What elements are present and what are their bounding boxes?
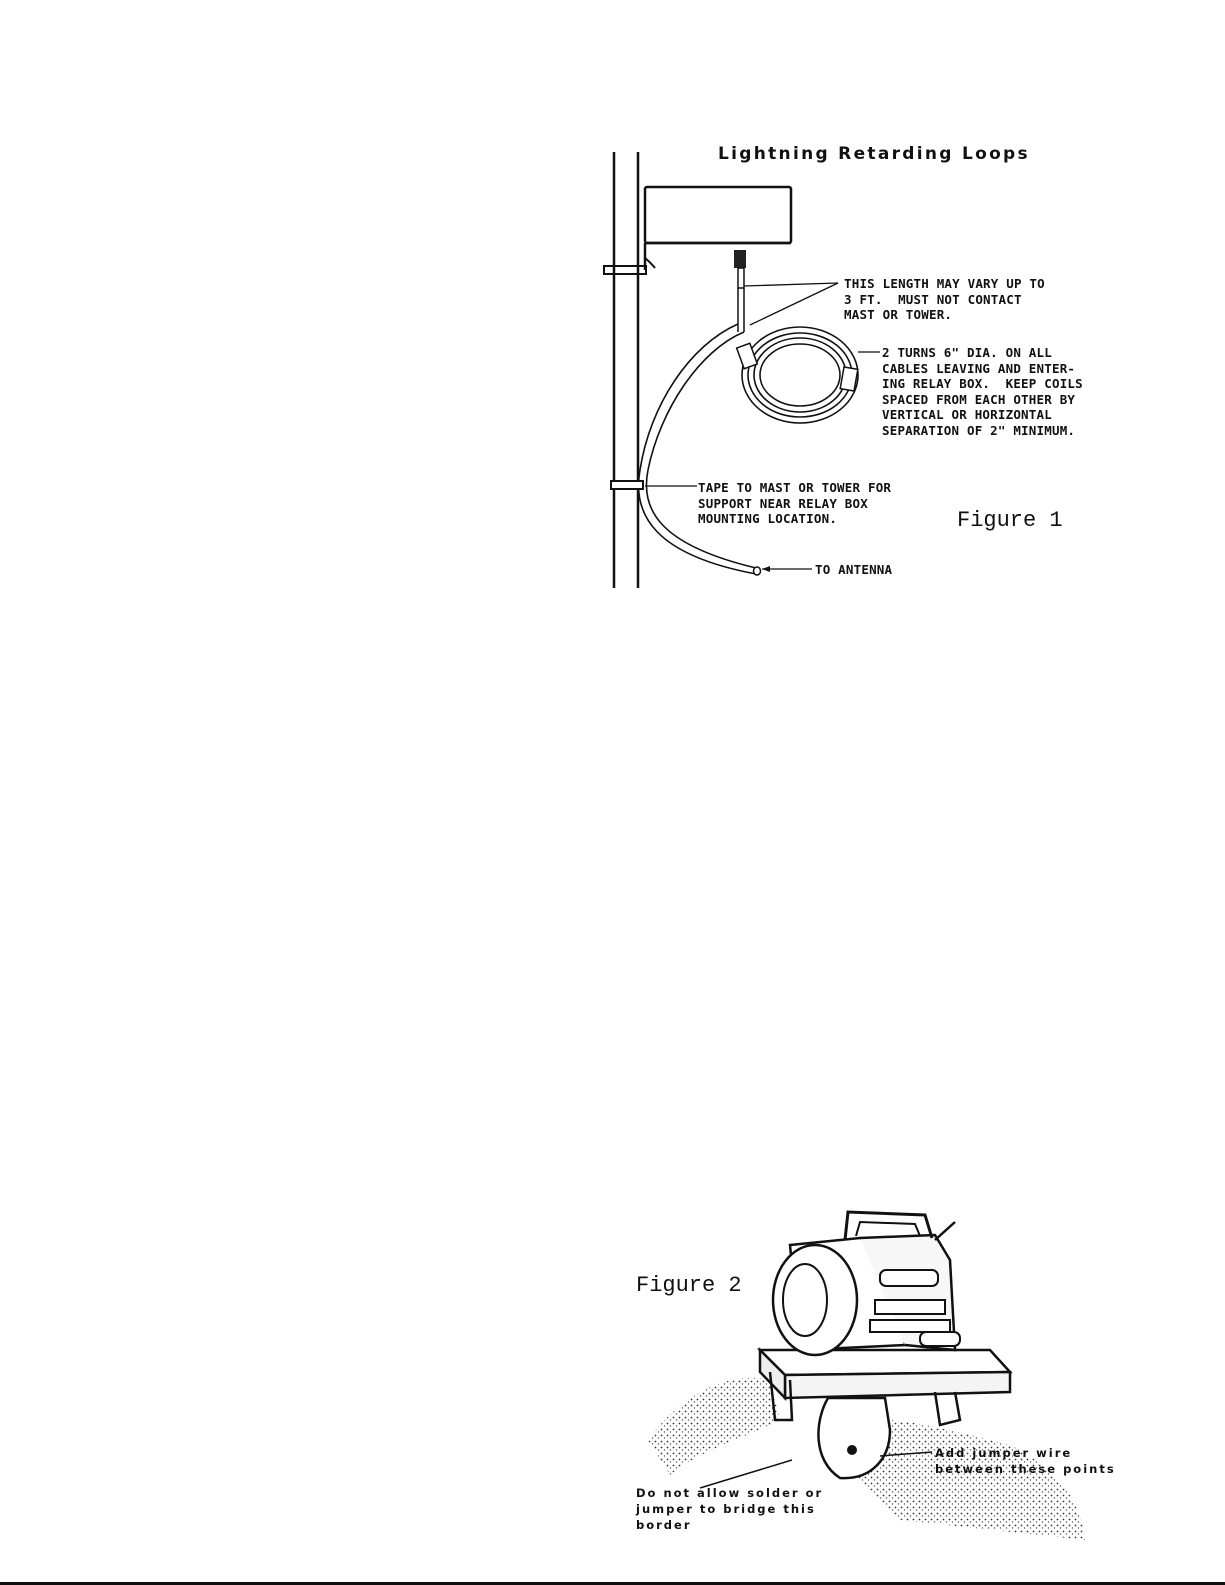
callout-solder-border: Do not allow solder or jumper to bridge this border	[636, 1486, 824, 1532]
callout-add-jumper: Add jumper wire between these points	[935, 1446, 1116, 1476]
callout-cable-length: THIS LENGTH MAY VARY UP TO 3 FT. MUST NOT CONTACT MAST OR TOWER.	[844, 276, 1045, 322]
callout-to-antenna: TO ANTENNA	[815, 562, 893, 577]
wire-insulation-left	[648, 1378, 780, 1475]
figure1-label: Figure 1	[957, 508, 1063, 533]
callout-tape-support: TAPE TO MAST OR TOWER FOR SUPPORT NEAR RELAY BOX MOUNTING LOCATION.	[698, 480, 892, 526]
figure2-label: Figure 2	[636, 1273, 742, 1298]
callout-coil-turns: 2 TURNS 6" DIA. ON ALL CABLES LEAVING AND ENTER- ING RELAY BOX. KEEP COILS SPACED FROM EACH OTHER BY VERTICAL OR HORIZONTAL SEPARATION OF 2" MINIMUM.	[882, 345, 1083, 438]
figure1-title: Lightning Retarding Loops	[718, 144, 1030, 164]
